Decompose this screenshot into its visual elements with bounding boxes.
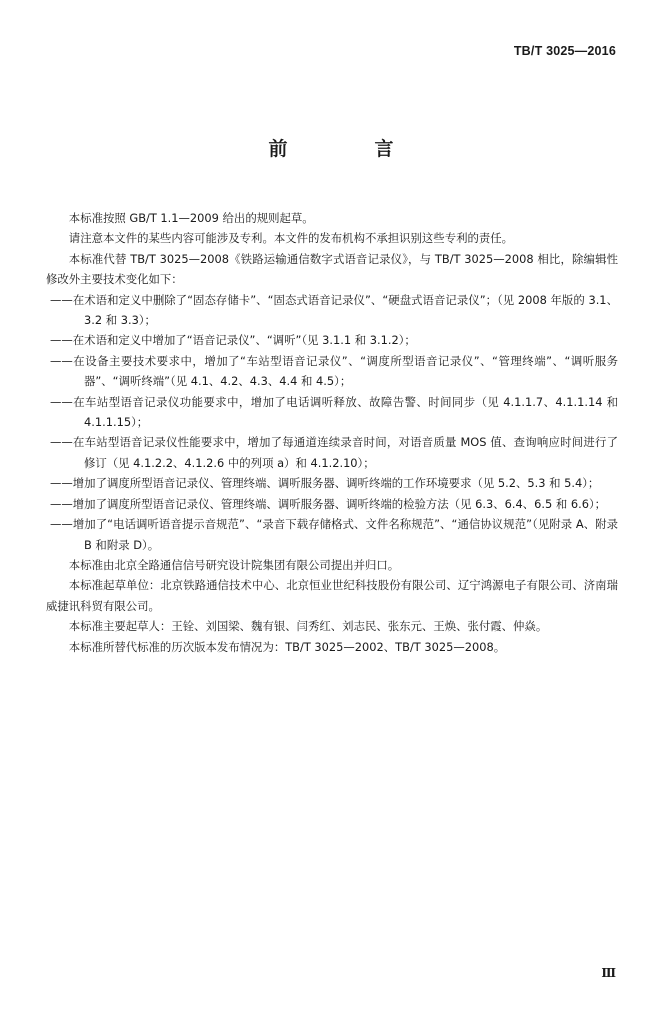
standard-code: TB/T 3025—2016: [513, 44, 616, 58]
change-item: ——在术语和定义中删除了“固态存储卡”、“固态式语音记录仪”、“硬盘式语音记录仪”；（见 2008 年版的 3.1、3.2 和 3.3）；: [50, 292, 618, 328]
change-item: ——在设备主要技术要求中，增加了“车站型语音记录仪”、“调度所型语音记录仪”、“管理终端”、“调听服务器”、“调听终端”（见 4.1、4.2、4.3、4.4 和 4.5）；: [50, 353, 618, 389]
change-item: ——在术语和定义中增加了“语音记录仪”、“调听”（见 3.1.1 和 3.1.2）；: [50, 333, 416, 348]
paragraph-patent-notice: 请注意本文件的某些内容可能涉及专利。本文件的发布机构不承担识别这些专利的责任。: [68, 231, 514, 246]
paragraph-proposer: 本标准由北京全路通信信号研究设计院集团有限公司提出并归口。: [68, 557, 400, 572]
paragraph-drafting-units: 本标准起草单位：北京铁路通信技术中心、北京恒业世纪科技股份有限公司、辽宁鸿源电子有限公司、济南瑞威捷讯科贸有限公司。: [46, 578, 618, 613]
change-item: ——增加了调度所型语音记录仪、管理终端、调听服务器、调听终端的检验方法（见 6.3、6.4、6.5 和 6.6）；: [50, 496, 607, 511]
page-number: Ⅲ: [601, 966, 616, 980]
change-item: ——在车站型语音记录仪性能要求中，增加了每通道连续录音时间，对语音质量 MOS 值、查询响应时间进行了修订（见 4.1.2.2、4.1.2.6 中的列项 a）和 4.1.2.10）；: [50, 435, 618, 470]
change-item: ——在车站型语音记录仪功能要求中，增加了电话调听释放、故障告警、时间同步（见 4.1.1.7、4.1.1.14 和 4.1.1.15）；: [50, 394, 618, 430]
paragraph-history: 本标准所替代标准的历次版本发布情况为：TB/T 3025—2002、TB/T 3025—2008。: [68, 639, 506, 654]
page-title: 前 言: [268, 138, 428, 160]
paragraph-drafting-rules: 本标准按照 GB/T 1.1—2009 给出的规则起草。: [68, 211, 314, 225]
foreword-body: [46, 208, 618, 657]
change-item: ——增加了调度所型语音记录仪、管理终端、调听服务器、调听终端的工作环境要求（见 5.2、5.3 和 5.4）；: [50, 476, 600, 491]
paragraph-drafters: 本标准主要起草人：王铨、刘国梁、魏有银、闫秀红、刘志民、张东元、王焕、张付霞、仲焱。: [68, 619, 548, 634]
change-item: ——增加了“电话调听语音提示音规范”、“录音下载存储格式、文件名称规范”、“通信协议规范”（见附录 A、附录 B 和附录 D）。: [50, 517, 618, 552]
paragraph-replacement: 本标准代替 TB/T 3025—2008《铁路运输通信数字式语音记录仪》，与 TB/T 3025—2008 相比，除编辑性修改外主要技术变化如下：: [46, 251, 618, 287]
